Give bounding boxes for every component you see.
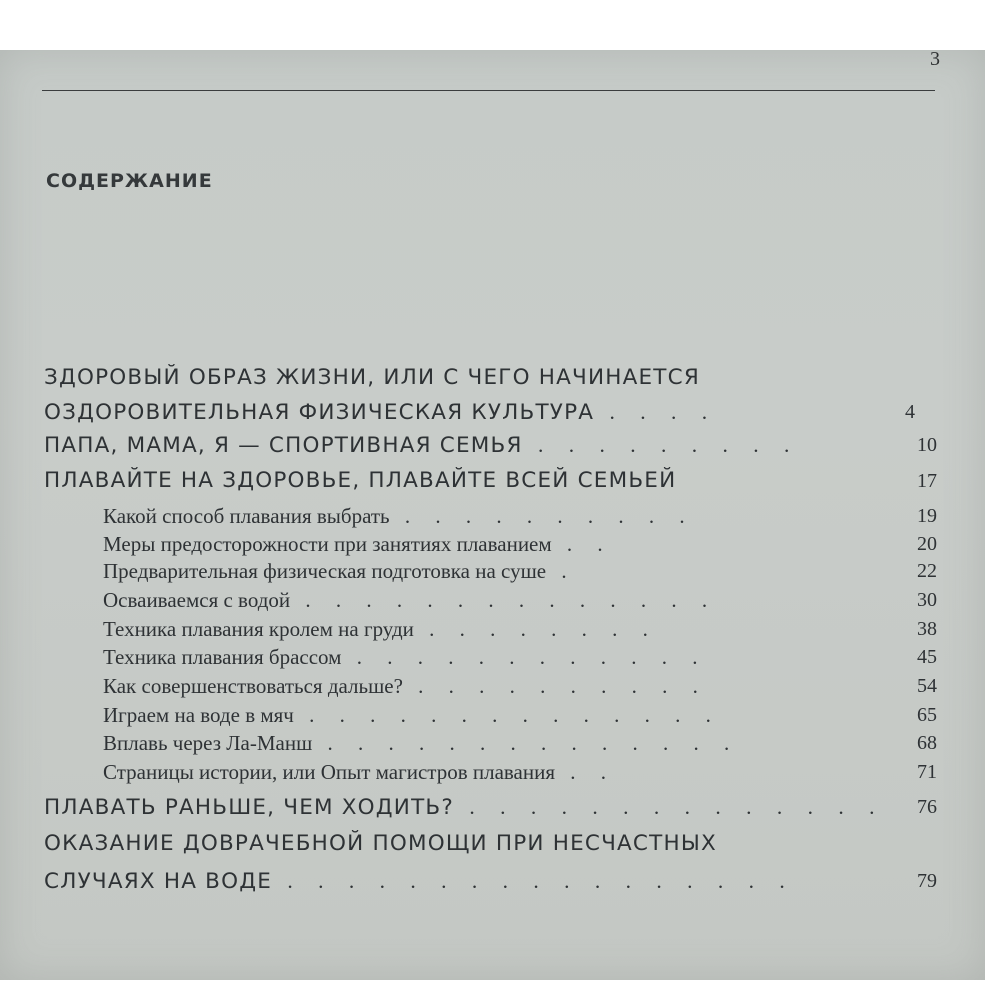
- toc-page-number: 45: [917, 646, 937, 668]
- toc-entry-title: СЛУЧАЯХ НА ВОДЕ: [44, 869, 272, 894]
- toc-subentry-5[interactable]: [103, 614, 658, 644]
- toc-page-number: 68: [917, 732, 937, 754]
- toc-subentry-6[interactable]: [103, 642, 707, 672]
- toc-subentry-7[interactable]: [103, 671, 708, 701]
- toc-page-number: 79: [917, 870, 937, 892]
- toc-entry-title: ПЛАВАТЬ РАНЬШЕ, ЧЕМ ХОДИТЬ?: [44, 795, 454, 820]
- dot-leader: . . . . . . . . . . . . . .: [312, 731, 740, 755]
- dot-leader: . .: [551, 532, 613, 556]
- page-title: СОДЕРЖАНИЕ: [46, 170, 213, 192]
- toc-page-number: 76: [917, 796, 937, 818]
- toc-entry-title: Играем на воде в мяч: [103, 703, 294, 727]
- dot-leader: . . . . . . . . . . . . . .: [453, 795, 885, 819]
- toc-entry-title: Техника плавания кролем на груди: [103, 617, 414, 641]
- toc-page-number: 19: [917, 505, 937, 527]
- toc-subentry-9[interactable]: [103, 728, 739, 758]
- dot-leader: . . . . . . . . . . . . . . . . .: [272, 869, 795, 893]
- dot-leader: .: [546, 559, 577, 583]
- toc-entry-title: Меры предосторожности при занятиях плаванием: [103, 532, 552, 556]
- toc-page-number: 30: [917, 589, 937, 611]
- dot-leader: . . . . . . . . .: [522, 433, 800, 457]
- header-rule: [42, 90, 935, 91]
- toc-subentry-10[interactable]: [103, 757, 616, 787]
- toc-page-number: 10: [917, 434, 937, 456]
- toc-entry-2[interactable]: [44, 430, 799, 460]
- toc-entry-title: Осваиваемся с водой: [103, 588, 291, 612]
- toc-entry-title: ОЗДОРОВИТЕЛЬНАЯ ФИЗИЧЕСКАЯ КУЛЬТУРА: [44, 400, 595, 425]
- toc-entry-5-line-2[interactable]: [44, 866, 795, 896]
- toc-entry-1-line-1[interactable]: [44, 363, 700, 393]
- toc-page-number: 4: [905, 401, 915, 423]
- toc-entry-4[interactable]: [44, 792, 884, 822]
- toc-entry-title: ЗДОРОВЫЙ ОБРАЗ ЖИЗНИ, ИЛИ С ЧЕГО НАЧИНАЕТСЯ: [44, 365, 700, 390]
- toc-page-number: 17: [917, 470, 937, 492]
- dot-leader: . . . . . . . . . . . . . .: [293, 703, 721, 727]
- toc-entry-title: Какой способ плавания выбрать: [103, 504, 390, 528]
- toc-page-number: 71: [917, 761, 937, 783]
- dot-leader: . . . . . . . . . . . . . .: [290, 588, 718, 612]
- toc-entry-title: ПЛАВАЙТЕ НА ЗДОРОВЬЕ, ПЛАВАЙТЕ ВСЕЙ СЕМЬЕЙ: [44, 468, 677, 493]
- dot-leader: . . . . . . . .: [413, 617, 658, 641]
- toc-entry-5-line-1[interactable]: [44, 829, 717, 859]
- toc-subentry-4[interactable]: [103, 585, 717, 615]
- dot-leader: . . . . . . . . . .: [389, 504, 695, 528]
- toc-subentry-1[interactable]: [103, 501, 695, 531]
- toc-page-number: 22: [917, 560, 937, 582]
- toc-entry-title: Предварительная физическая подготовка на суше: [103, 559, 547, 583]
- dot-leader: . . . . . . . . . .: [402, 674, 708, 698]
- toc-entry-title: Техника плавания брассом: [103, 645, 342, 669]
- toc-subentry-2[interactable]: [103, 529, 613, 559]
- toc-page-number: 20: [917, 533, 937, 555]
- toc-entry-title: Страницы истории, или Опыт магистров плавания: [103, 760, 556, 784]
- toc-entry-title: ПАПА, МАМА, Я — СПОРТИВНАЯ СЕМЬЯ: [44, 433, 523, 458]
- toc-entry-1-line-2[interactable]: [44, 397, 717, 427]
- page-number: 3: [930, 48, 940, 70]
- dot-leader: . . . .: [594, 400, 718, 424]
- toc-subentry-3[interactable]: [103, 556, 577, 586]
- toc-entry-title: Как совершенствоваться дальше?: [103, 674, 403, 698]
- toc-entry-3[interactable]: [44, 466, 676, 496]
- toc-page-number: 65: [917, 704, 937, 726]
- toc-subentry-8[interactable]: [103, 700, 721, 730]
- dot-leader: . .: [555, 760, 617, 784]
- toc-page-number: 38: [917, 618, 937, 640]
- toc-page-number: 54: [917, 675, 937, 697]
- toc-entry-title: Вплавь через Ла-Манш: [103, 731, 313, 755]
- dot-leader: . . . . . . . . . . . .: [341, 645, 708, 669]
- toc-entry-title: ОКАЗАНИЕ ДОВРАЧЕБНОЙ ПОМОЩИ ПРИ НЕСЧАСТНЫХ: [44, 831, 717, 856]
